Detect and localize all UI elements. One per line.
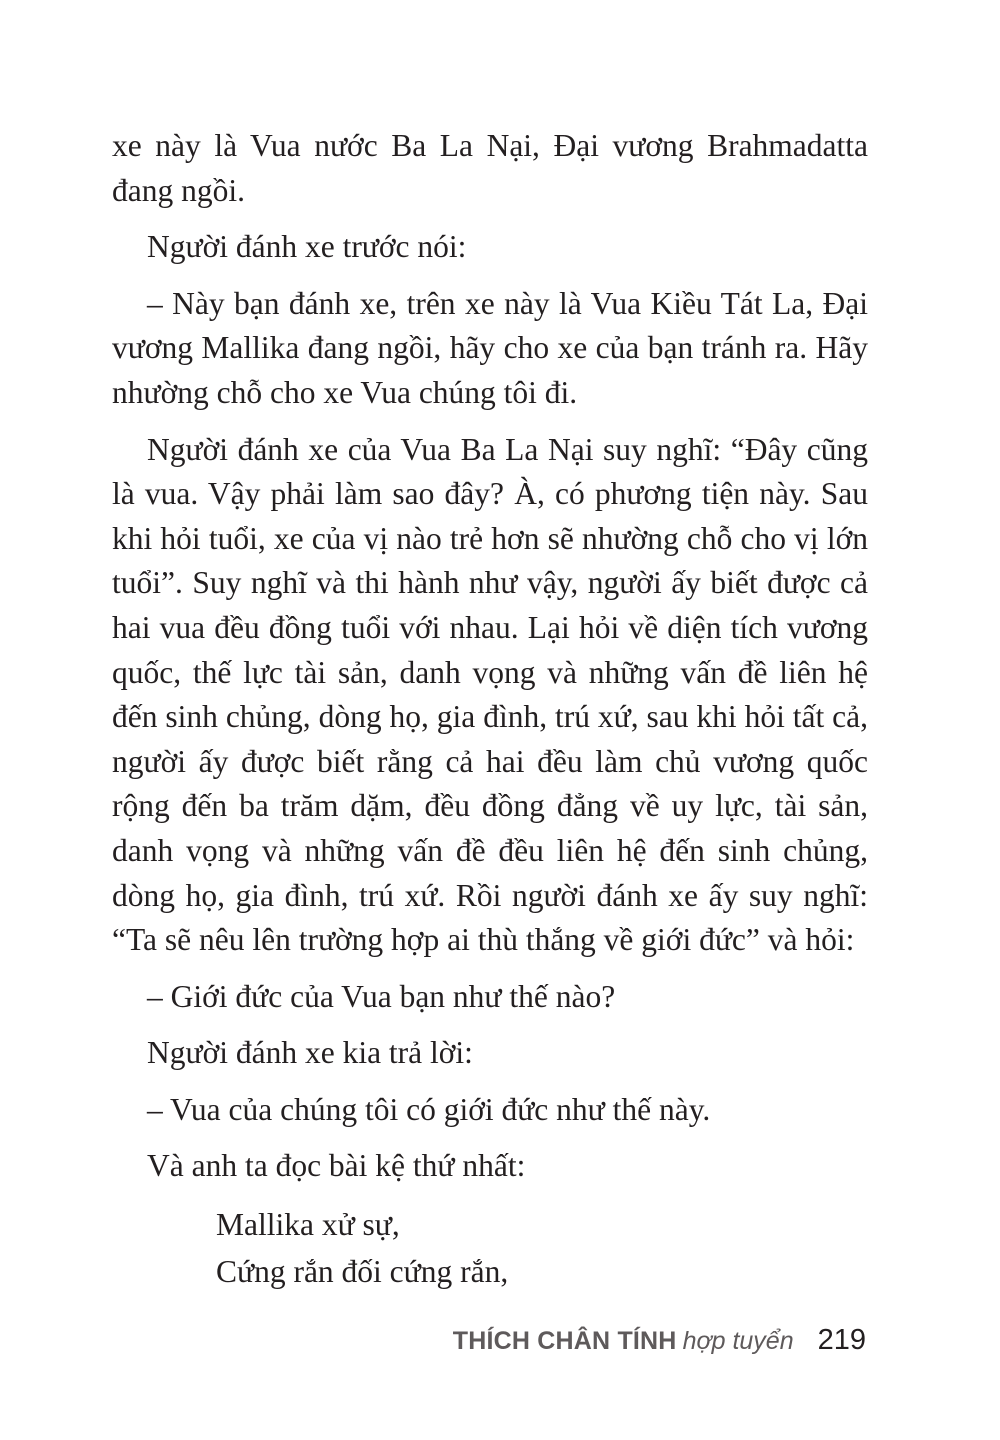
paragraph: Người đánh xe trước nói: (147, 229, 467, 265)
verse-line: Mallika xử sự, (216, 1207, 400, 1243)
paragraph: – Vua của chúng tôi có giới đức như thế này. (147, 1091, 711, 1127)
paragraph: Và anh ta đọc bài kệ thứ nhất: (147, 1148, 526, 1184)
page-footer (453, 1324, 866, 1357)
body-text (112, 124, 868, 1295)
footer-subtitle: hợp tuyển (682, 1327, 794, 1355)
paragraph: Người đánh xe kia trả lời: (147, 1035, 473, 1071)
paragraph: Người đánh xe của Vua Ba La Nại suy nghĩ: “Đây cũng là vua. Vậy phải làm sao đây? À, có phương tiện này. Sau khi hỏi tuổi, xe của vị nào trẻ hơn sẽ nhường chỗ cho vị lớn tuổi”. Suy nghĩ và thi hành như vậy, người ấy biết được cả hai vua đều đồng tuổi với nhau. Lại hỏi về diện tích vương quốc, thế lực tài sản, danh vọng và những vấn đề liên hệ đến sinh chủng, dòng họ, gia đình, trú xứ, sau khi hỏi tất cả, người ấy được biết rằng cả hai đều làm chủ vương quốc rộng đến ba trăm dặm, đều đồng đẳng về uy lực, tài sản, danh vọng và những vấn đề đều liên hệ đến sinh chủng, dòng họ, gia đình, trú xứ. Rồi người đánh xe ấy suy nghĩ: “Ta sẽ nêu lên trường hợp ai thù thắng về giới đức” và hỏi: (112, 431, 868, 958)
verse-line: Cứng rắn đối cứng rắn, (216, 1254, 509, 1290)
paragraph: – Này bạn đánh xe, trên xe này là Vua Kiều Tát La, Đại vương Mallika đang ngồi, hãy cho xe của bạn tránh ra. Hãy nhường chỗ cho xe Vua chúng tôi đi. (112, 285, 868, 410)
footer-author: THÍCH CHÂN TÍNH (452, 1327, 677, 1355)
paragraph: – Giới đức của Vua bạn như thế nào? (147, 978, 616, 1014)
paragraph: xe này là Vua nước Ba La Nại, Đại vương Brahmadatta đang ngồi. (112, 128, 868, 208)
page-number: 219 (817, 1324, 866, 1356)
verse (216, 1201, 868, 1295)
